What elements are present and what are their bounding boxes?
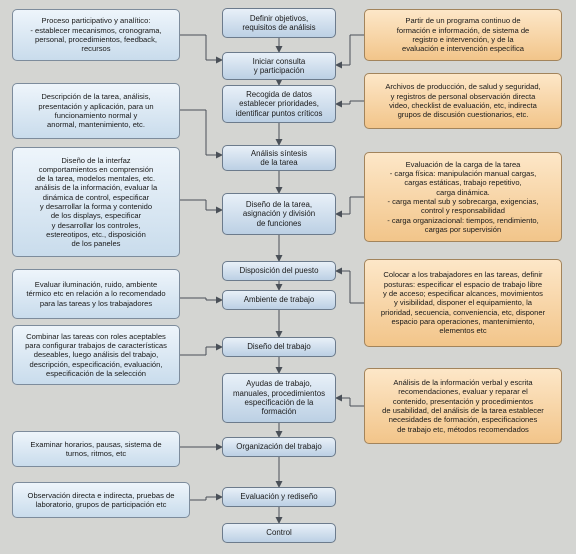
step-ayudas-trabajo: Ayudas de trabajo, manuales, procedimientos especificación de la formación [222, 373, 336, 423]
note-examinar-horarios: Examinar horarios, pausas, sistema de turnos, ritmos, etc [12, 431, 180, 467]
step-ambiente-trabajo: Ambiente de trabajo [222, 290, 336, 310]
step-control: Control [222, 523, 336, 543]
step-iniciar-consulta: Iniciar consulta y participación [222, 52, 336, 80]
step-disposicion-puesto: Disposición del puesto [222, 261, 336, 281]
note-programa-continuo: Partir de un programa continuo de formación e información, de sistema de registro e intervención, y de la evaluación e intervención específica [364, 9, 562, 61]
step-diseno-trabajo: Diseño del trabajo [222, 337, 336, 357]
note-evaluar-iluminacion: Evaluar iluminación, ruido, ambiente térmico etc en relación a lo recomendado para las tareas y los trabajadores [12, 269, 180, 319]
note-colocar-trabajadores: Colocar a los trabajadores en las tareas, definir posturas: especificar el espacio de trabajo libre y de acceso; especificar alcances, movimientos y visibilidad, disponer el equipamiento, la prioridad, secuencia, conveniencia, etc, disponer espacio para operaciones, mantenimiento, elementos etc [364, 259, 562, 347]
step-evaluacion-rediseno: Evaluación y rediseño [222, 487, 336, 507]
note-analisis-informacion: Análisis de la información verbal y escrita recomendaciones, evaluar y reparar el contenido, presentación y procedimientos de usabilidad, del análisis de la tarea establecer necesidades de formación, especificaciones de trabajo etc, métodos recomendados [364, 368, 562, 444]
step-organizacion-trabajo: Organización del trabajo [222, 437, 336, 457]
step-analisis-sintesis: Análisis síntesis de la tarea [222, 145, 336, 171]
note-evaluacion-carga: Evaluación de la carga de la tarea - carga física: manipulación manual cargas, cargas estáticas, trabajo repetitivo, carga dinámica. - carga mental sub y sobrecarga, exigencias, control y responsabilidad - carga organizacional: tiempos, rendimiento, cargas por supervisión [364, 152, 562, 242]
step-definir-objetivos: Definir objetivos, requisitos de análisis [222, 8, 336, 38]
note-observacion-directa: Observación directa e indirecta, pruebas de laboratorio, grupos de participación etc [12, 482, 190, 518]
note-combinar-tareas: Combinar las tareas con roles aceptables para configurar trabajos de características deseables, luego análisis del trabajo, descripción, especificación, evaluación, especificación de la selección [12, 325, 180, 385]
note-archivos-produccion: Archivos de producción, de salud y seguridad, y registros de personal observación directa video, checklist de evaluación, etc, indirecta grupos de discusión cuestionarios, etc. [364, 73, 562, 129]
step-diseno-tarea: Diseño de la tarea, asignación y división de funciones [222, 193, 336, 235]
note-diseno-interfaz: Diseño de la interfaz comportamientos en comprensión de la tarea, modelos mentales, etc. análisis de la información, evaluar la dinámica de control, especificar y desarrollar la forma y contenido de los displays, especificar y desarrollar los controles, estereotipos, etc., disposición de los paneles [12, 147, 180, 257]
note-descripcion-tarea: Descripción de la tarea, análisis, presentación y aplicación, para un funcionamiento normal y anormal, mantenimiento, etc. [12, 83, 180, 139]
step-recogida-datos: Recogida de datos establecer prioridades, identificar puntos críticos [222, 85, 336, 123]
note-proceso-participativo: Proceso participativo y analítico: - establecer mecanismos, cronograma, personal, procedimientos, feedback, recursos [12, 9, 180, 61]
